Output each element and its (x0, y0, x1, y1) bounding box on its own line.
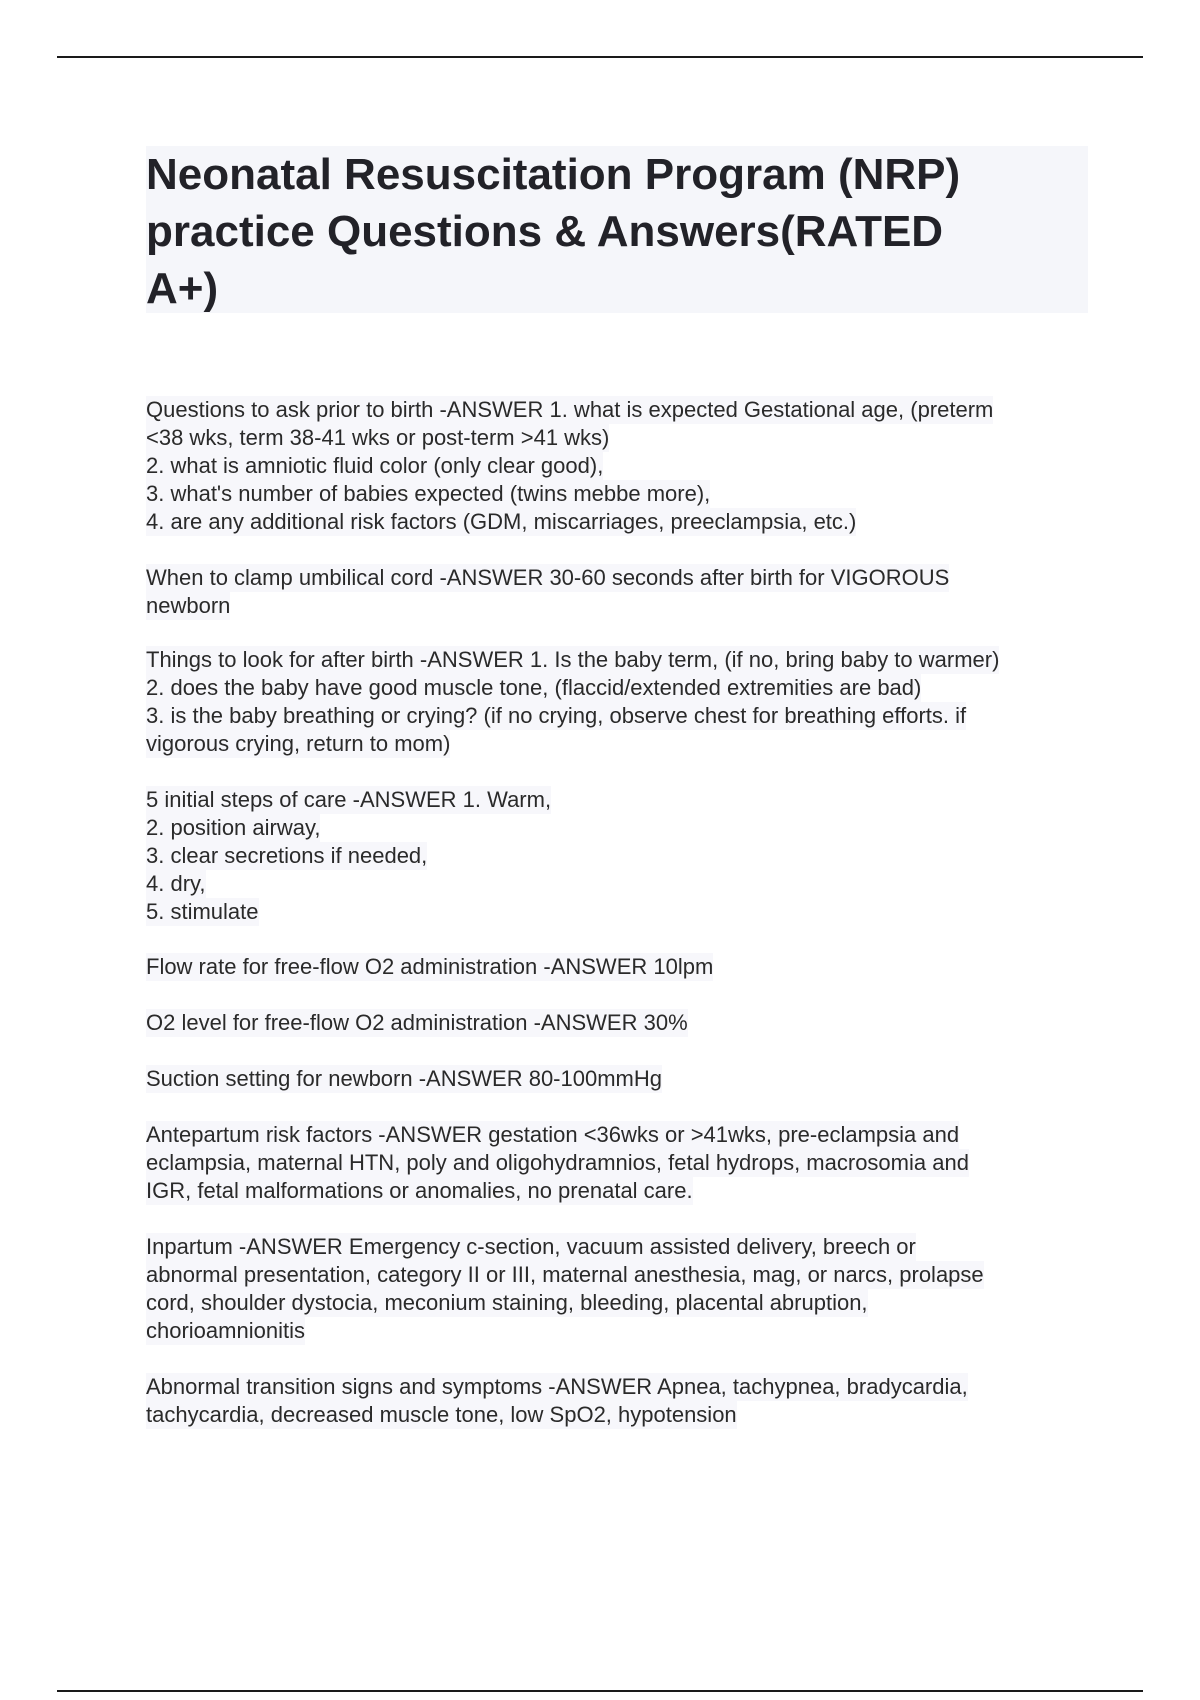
qa-line: 3. what's number of babies expected (twins mebbe more), (146, 481, 711, 506)
title-line: Neonatal Resuscitation Program (NRP) (146, 150, 961, 199)
qa-line: Abnormal transition signs and symptoms -ANSWER Apnea, tachypnea, bradycardia, (146, 1374, 968, 1399)
qa-line: <38 wks, term 38-41 wks or post-term >41 wks) (146, 425, 610, 450)
title-line: A+) (146, 264, 219, 313)
qa-line: IGR, fetal malformations or anomalies, no prenatal care. (146, 1178, 693, 1203)
qa-entry-antepartum (146, 1121, 969, 1205)
qa-line: 3. is the baby breathing or crying? (if no crying, observe chest for breathing efforts. if (146, 703, 967, 728)
qa-line: vigorous crying, return to mom) (146, 731, 451, 756)
qa-entry-flow-rate (146, 953, 713, 981)
qa-line: chorioamnionitis (146, 1318, 305, 1343)
qa-entry-clamp-cord (146, 564, 949, 620)
bottom-divider (57, 1690, 1143, 1692)
qa-line: Flow rate for free-flow O2 administration -ANSWER 10lpm (146, 954, 714, 979)
qa-line: 2. what is amniotic fluid color (only clear good), (146, 453, 604, 478)
qa-line: 3. clear secretions if needed, (146, 843, 428, 868)
qa-line: Inpartum -ANSWER Emergency c-section, vacuum assisted delivery, breech or (146, 1234, 916, 1259)
qa-entry-prior-to-birth (146, 396, 993, 536)
document-title (146, 146, 960, 317)
title-block (146, 146, 1088, 313)
qa-line: O2 level for free-flow O2 administration -ANSWER 30% (146, 1010, 688, 1035)
qa-entry-inpartum (146, 1233, 984, 1345)
qa-line: 2. position airway, (146, 815, 321, 840)
qa-line: When to clamp umbilical cord -ANSWER 30-60 seconds after birth for VIGOROUS (146, 565, 950, 590)
qa-line: Antepartum risk factors -ANSWER gestation <36wks or >41wks, pre-eclampsia and (146, 1122, 960, 1147)
qa-line: 4. are any additional risk factors (GDM, miscarriages, preeclampsia, etc.) (146, 509, 857, 534)
qa-line: eclampsia, maternal HTN, poly and oligohydramnios, fetal hydrops, macrosomia and (146, 1150, 969, 1175)
qa-line: abnormal presentation, category II or III, maternal anesthesia, mag, or narcs, prolapse (146, 1262, 984, 1287)
qa-line: 5 initial steps of care -ANSWER 1. Warm, (146, 787, 552, 812)
qa-line: cord, shoulder dystocia, meconium staining, bleeding, placental abruption, (146, 1290, 868, 1315)
qa-entry-suction-setting (146, 1065, 662, 1093)
qa-line: tachycardia, decreased muscle tone, low SpO2, hypotension (146, 1402, 737, 1427)
qa-entry-initial-steps (146, 786, 551, 926)
qa-line: 4. dry, (146, 871, 206, 896)
qa-entry-o2-level (146, 1009, 688, 1037)
title-line: practice Questions & Answers(RATED (146, 207, 944, 256)
qa-line: newborn (146, 593, 231, 618)
top-divider (57, 56, 1143, 58)
qa-entry-after-birth (146, 646, 999, 758)
qa-line: Questions to ask prior to birth -ANSWER 1. what is expected Gestational age, (preterm (146, 397, 994, 422)
qa-line: Suction setting for newborn -ANSWER 80-100mmHg (146, 1066, 662, 1091)
qa-line: 2. does the baby have good muscle tone, (flaccid/extended extremities are bad) (146, 675, 922, 700)
qa-line: 5. stimulate (146, 899, 259, 924)
qa-line: Things to look for after birth -ANSWER 1. Is the baby term, (if no, bring baby to warmer) (146, 647, 1000, 672)
qa-entry-abnormal-transition (146, 1373, 968, 1429)
